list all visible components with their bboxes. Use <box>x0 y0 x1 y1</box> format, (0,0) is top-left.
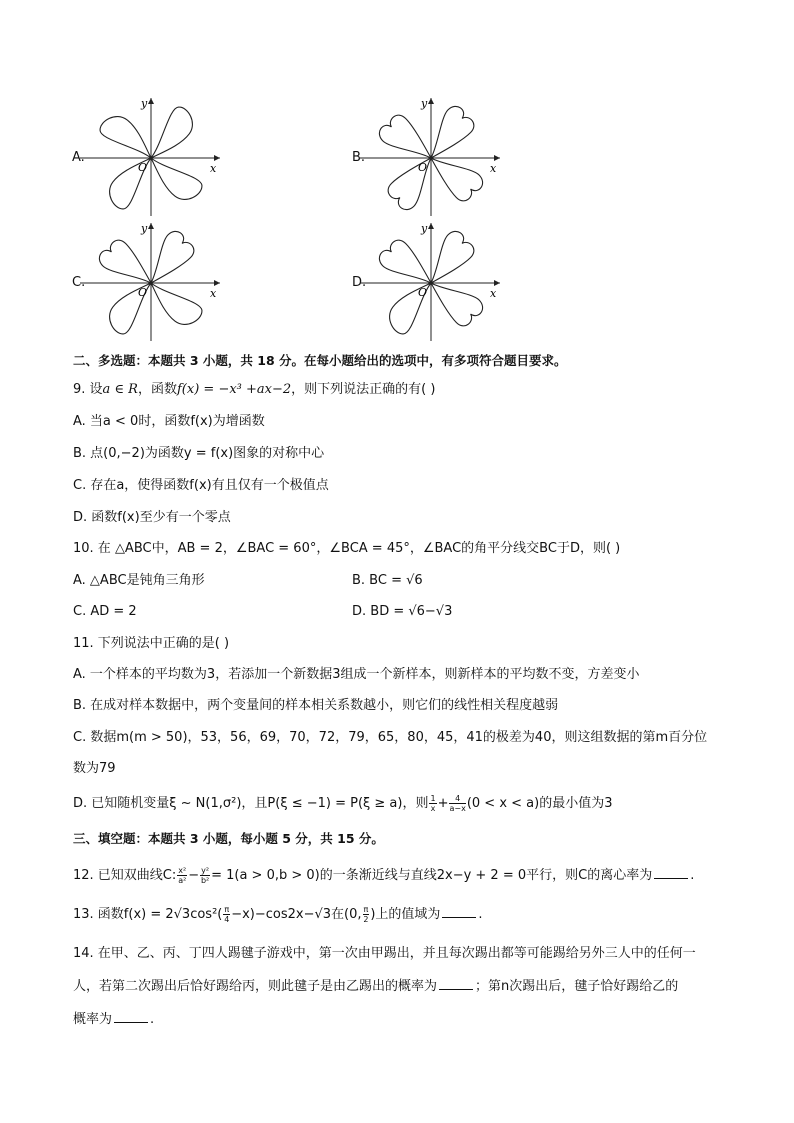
q12-fraction-2-den: b² <box>200 876 210 885</box>
y-axis-label: y <box>141 97 148 110</box>
q14-line-2-a: 人，若第二次踢出后恰好踢给丙，则此毽子是由乙踢出的概率为 <box>73 979 438 994</box>
q12-pre: 12. 已知双曲线C: <box>73 868 177 883</box>
q12-minus: − <box>188 868 200 883</box>
x-axis-label: x <box>210 162 217 175</box>
option-label-c: C. <box>72 275 86 290</box>
q13-fraction-2-num: π <box>363 905 369 914</box>
x-axis-arrow-icon <box>494 155 500 161</box>
q10-option-c: C. AD = 2 <box>73 604 137 619</box>
petal-curve <box>96 236 159 299</box>
q14-line-3 <box>73 1010 154 1029</box>
q13-fraction-1 <box>223 905 230 924</box>
q14-answer-blank-2[interactable] <box>114 1010 148 1023</box>
q13-fraction-1-num: π <box>224 905 230 914</box>
figure-option-c <box>80 223 230 343</box>
q10-option-d: D. BD = √6−√3 <box>352 604 453 619</box>
q13-mid: −x)−cos2x−√3在(0, <box>231 907 362 922</box>
q13-answer-blank[interactable] <box>442 905 476 918</box>
q11-d-fraction-2-num: 4 <box>449 794 465 804</box>
origin-label: O <box>418 286 428 299</box>
four-petal-graph-b <box>360 98 510 218</box>
q12-fraction-1-den: a² <box>178 876 187 885</box>
q11-d-fraction-2-den: a−x <box>449 804 466 813</box>
y-axis-arrow-icon <box>428 223 434 229</box>
q11-option-a: A. 一个样本的平均数为3，若添加一个新数据3组成一个新样本，则新样本的平均数不变，方差变小 <box>73 667 640 682</box>
q14-line-2-b: ；第n次踢出后，毽子恰好踢给乙的 <box>475 979 679 994</box>
q12-stem <box>73 866 694 885</box>
figure-option-b <box>360 98 510 218</box>
petal-curve <box>376 236 439 299</box>
section-2-title: 二、多选题：本题共 3 小题，共 18 分。在每小题给出的选项中，有多项符合题目要求。 <box>73 353 567 368</box>
q12-end: . <box>690 868 695 883</box>
origin-label: O <box>138 161 148 174</box>
q14-line-1: 14. 在甲、乙、丙、丁四人踢毽子游戏中，第一次由甲踢出，并且每次踢出都等可能踢给另外三人中的任何一 <box>73 946 696 961</box>
q11-d-fraction-2 <box>449 794 465 813</box>
q11-d-post: (0 < x < a)的最小值为3 <box>466 796 613 811</box>
option-label-d: D. <box>352 275 367 290</box>
q11-stem: 11. 下列说法中正确的是( ) <box>73 636 230 651</box>
q13-post: )上的值域为 <box>370 907 441 922</box>
x-axis-label: x <box>210 287 217 300</box>
y-axis-arrow-icon <box>148 98 154 104</box>
origin-label: O <box>138 286 148 299</box>
x-axis-arrow-icon <box>214 280 220 286</box>
option-label-b: B. <box>352 150 366 165</box>
q9-option-c: C. 存在a，使得函数f(x)有且仅有一个极值点 <box>73 478 329 493</box>
q9-stem-post: ，则下列说法正确的有( ) <box>291 382 436 397</box>
q14-line-3-a: 概率为 <box>73 1012 113 1027</box>
q9-option-b: B. 点(0,−2)为函数y = f(x)图象的对称中心 <box>73 446 325 461</box>
q11-d-fraction-1 <box>429 794 436 813</box>
q12-fraction-1 <box>177 866 187 885</box>
figure-option-a <box>80 98 230 218</box>
q12-answer-blank[interactable] <box>654 866 688 879</box>
origin-label: O <box>418 161 428 174</box>
q12-fraction-1-num: x² <box>178 866 187 875</box>
section-3-title: 三、填空题：本题共 3 小题，每小题 5 分，共 15 分。 <box>73 831 384 846</box>
q12-fraction-2-num: y² <box>201 866 210 875</box>
q11-option-c-line1: C. 数据m(m > 50)，53，56，69，70，72，79，65，80，45，41的极差为40，则这组数据的第m百分位 <box>73 730 708 745</box>
y-axis-arrow-icon <box>148 223 154 229</box>
q13-fraction-2-den: 2 <box>363 915 369 924</box>
q11-option-c-line2: 数为79 <box>73 761 116 776</box>
y-axis-arrow-icon <box>428 98 434 104</box>
q11-option-d <box>73 794 613 813</box>
x-axis-arrow-icon <box>214 155 220 161</box>
q13-end: . <box>478 907 483 922</box>
x-axis-label: x <box>490 287 497 300</box>
four-petal-graph-d <box>360 223 510 343</box>
q11-option-b: B. 在成对样本数据中，两个变量间的样本相关系数越小，则它们的线性相关程度越弱 <box>73 698 559 713</box>
option-label-a: A. <box>72 150 85 165</box>
q12-fraction-2 <box>200 866 210 885</box>
q12-post: = 1(a > 0,b > 0)的一条渐近线与直线2x−y + 2 = 0平行，则C的离心率为 <box>211 868 653 883</box>
y-axis-label: y <box>141 222 148 235</box>
q13-fraction-2 <box>363 905 370 924</box>
x-axis-arrow-icon <box>494 280 500 286</box>
q9-option-a: A. 当a < 0时，函数f(x)为增函数 <box>73 414 265 429</box>
q9-option-d: D. 函数f(x)至少有一个零点 <box>73 510 231 525</box>
q13-stem <box>73 905 483 924</box>
q9-stem-a: a ∈ R <box>102 382 138 397</box>
four-petal-graph-c <box>80 223 230 343</box>
q14-line-2 <box>73 977 678 996</box>
q9-stem-f: f(x) = −x³ +ax−2 <box>177 382 292 397</box>
x-axis-label: x <box>490 162 497 175</box>
q11-d-plus: + <box>437 796 449 811</box>
figure-option-d <box>360 223 510 343</box>
q9-stem-mid: ，函数 <box>137 382 177 397</box>
four-petal-graph-a <box>80 98 230 218</box>
q14-line-3-end: . <box>150 1012 155 1027</box>
q14-answer-blank-1[interactable] <box>439 977 473 990</box>
q11-d-fraction-1-num: 1 <box>430 794 436 803</box>
y-axis-label: y <box>421 97 428 110</box>
q10-stem: 10. 在 △ABC中，AB = 2，∠BAC = 60°，∠BCA = 45°，∠BAC的角平分线交BC于D，则( ) <box>73 541 621 556</box>
q10-option-a: A. △ABC是钝角三角形 <box>73 573 205 588</box>
q9-stem-pre: 9. 设 <box>73 382 103 397</box>
y-axis-label: y <box>421 222 428 235</box>
q11-d-fraction-1-den: x <box>430 804 436 813</box>
q10-option-b: B. BC = √6 <box>352 573 423 588</box>
q13-pre: 13. 函数f(x) = 2√3cos²( <box>73 907 223 922</box>
q13-fraction-1-den: 4 <box>224 915 230 924</box>
q11-d-pre: D. 已知随机变量ξ ~ N(1,σ²)，且P(ξ ≤ −1) = P(ξ ≥ a)，则 <box>73 796 429 811</box>
q9-stem <box>73 381 435 399</box>
